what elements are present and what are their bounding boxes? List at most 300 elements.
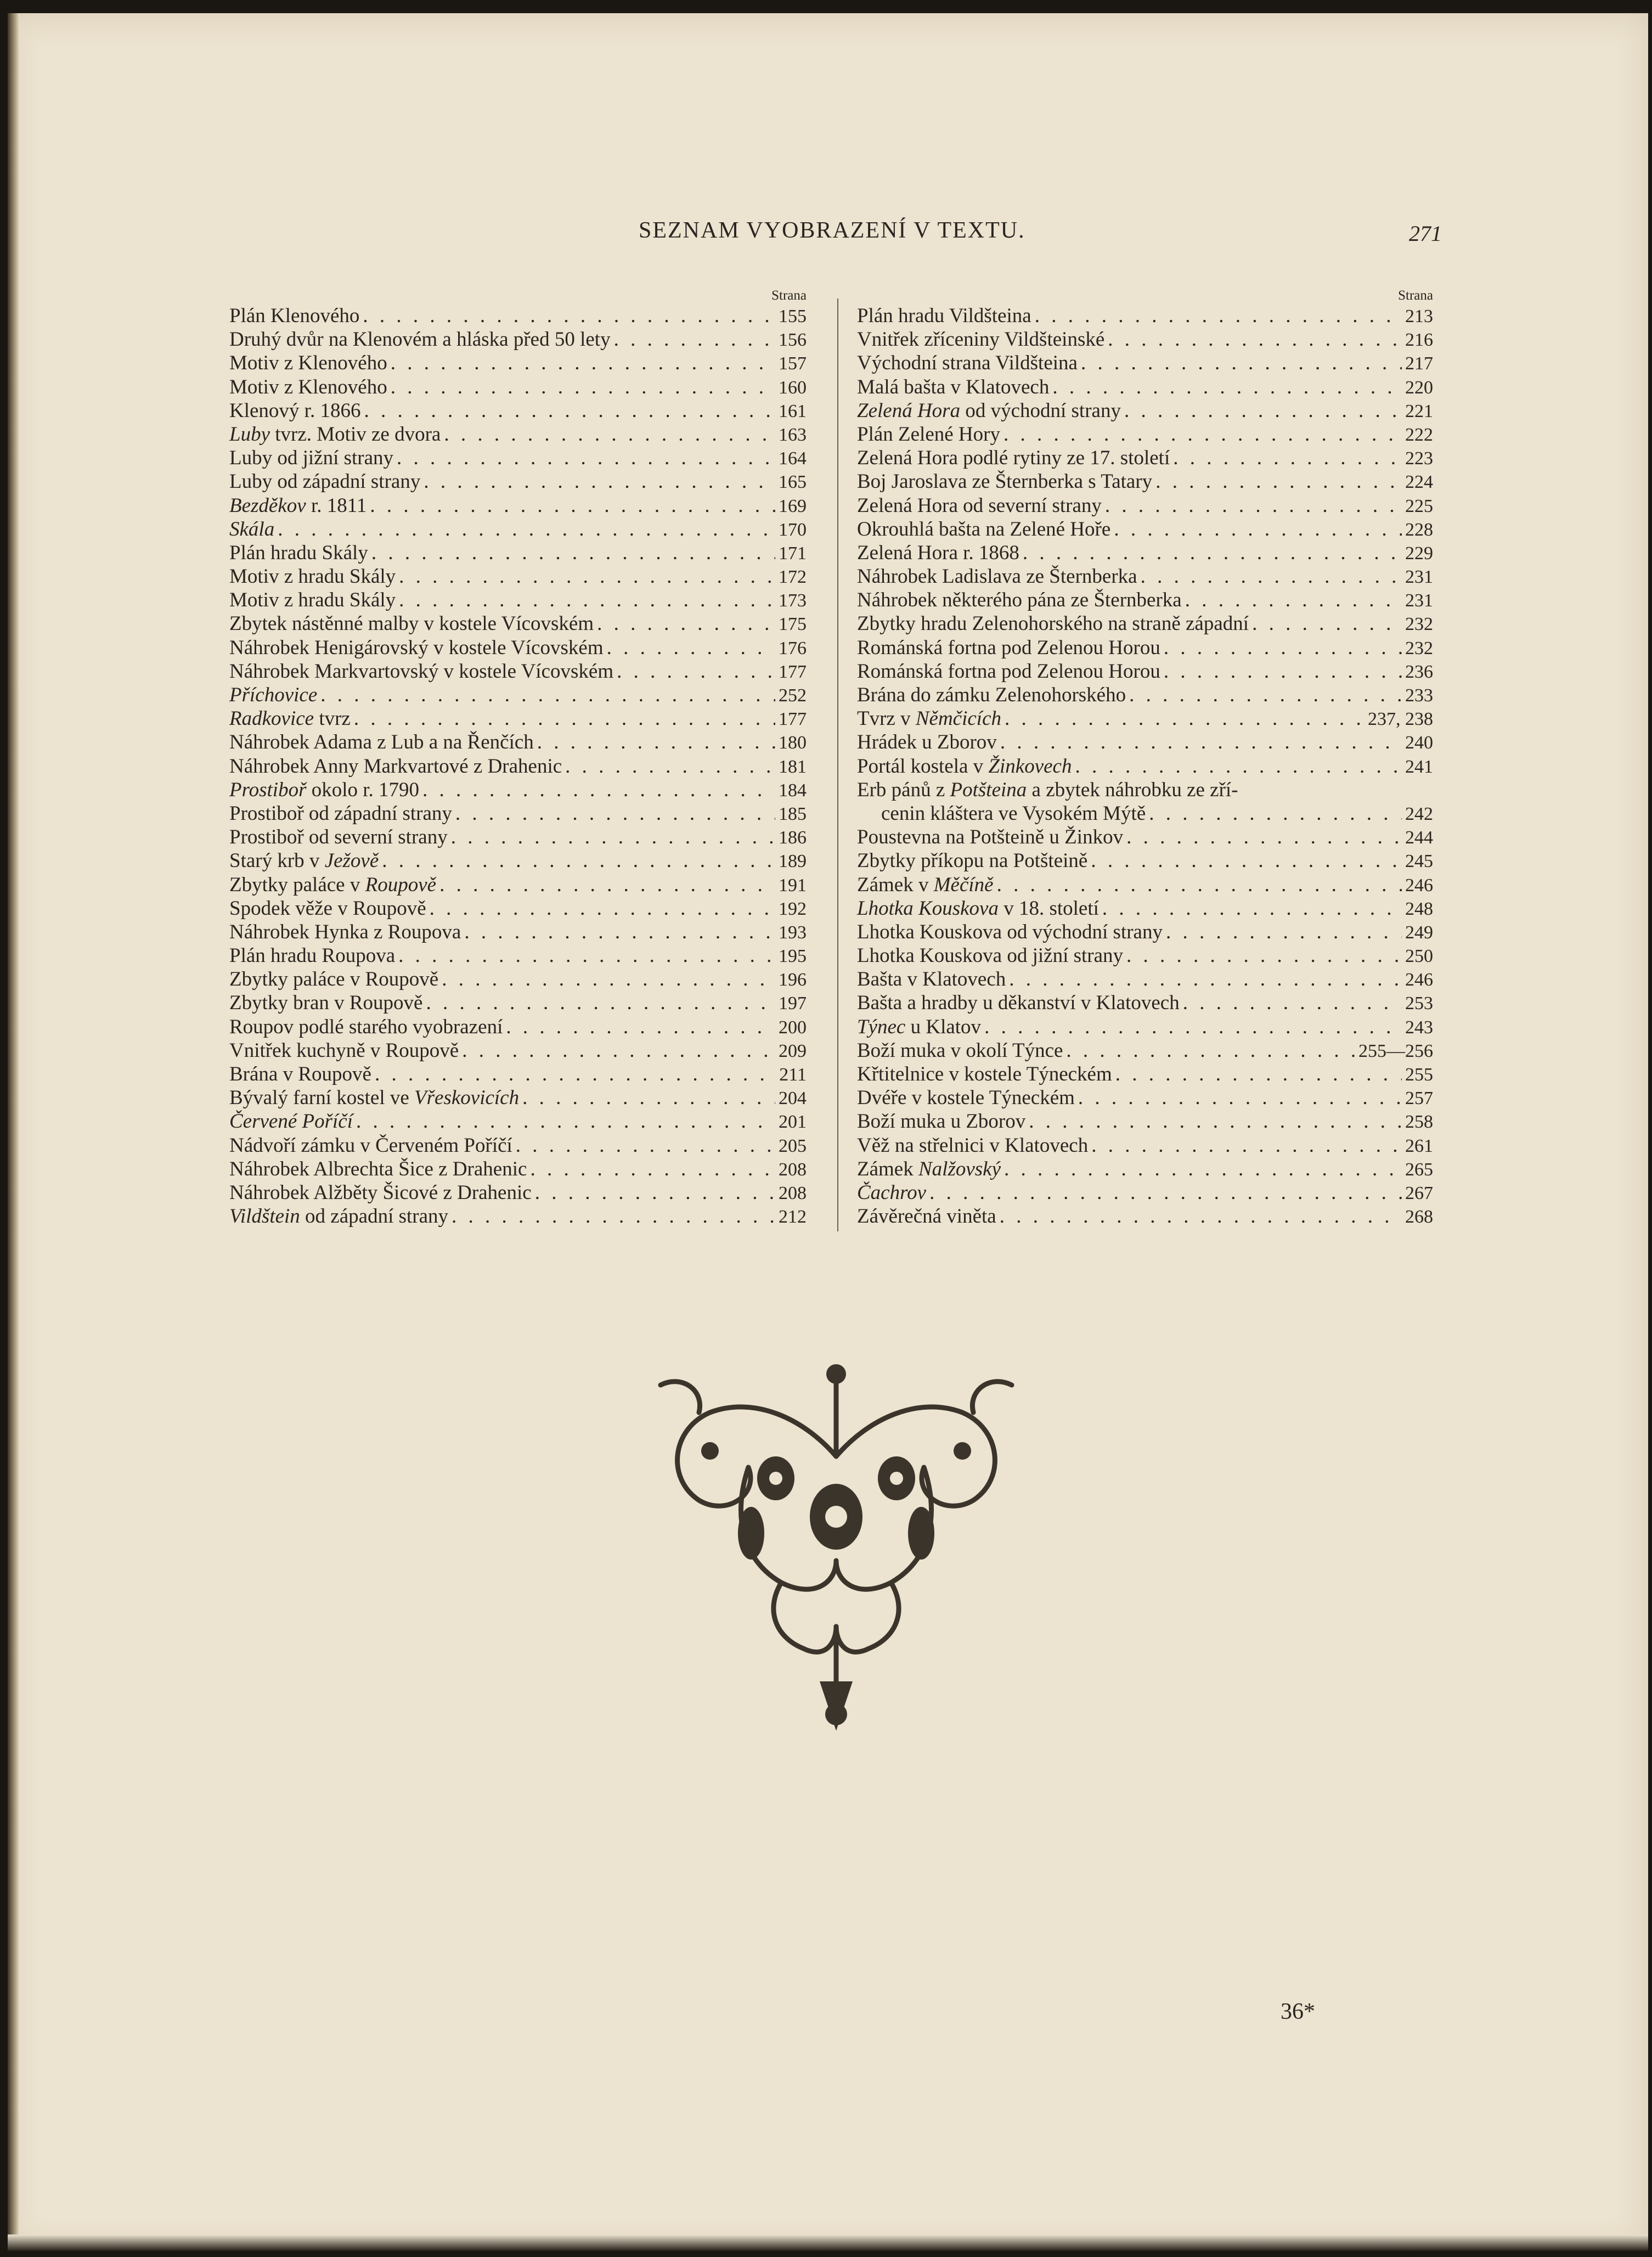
left-index-entry [229,375,807,399]
entry-page-number: 250 [1405,946,1433,967]
entry-title [857,897,1099,920]
right-index-entry [857,920,1433,944]
entry-title [229,849,379,873]
entry-page-number: 261 [1405,1135,1433,1156]
entry-title [229,565,396,588]
entry-place-name: Němčicích [915,707,1002,730]
left-index-entry [229,1205,807,1228]
entry-title [229,730,534,754]
left-index-entry [229,1039,807,1062]
entry-text: Bývalý farní kostel ve [229,1087,415,1110]
dot-leader [597,612,775,635]
entry-title [229,636,604,660]
entry-title [229,1181,532,1205]
entry-title [229,1134,512,1157]
entry-text: Plán Zelené Hory [857,423,1000,446]
entry-page-number: 253 [1405,993,1433,1014]
left-index-entry [229,351,807,375]
entry-text: Vnitřek zříceniny Vildšteinské [857,328,1105,351]
dot-leader [397,446,775,470]
dot-leader [399,565,775,588]
page-title: SEZNAM VYOBRAZENÍ V TEXTU. [639,218,1025,243]
entry-page-number: 245 [1405,851,1433,872]
left-index-entry [229,1157,807,1181]
entry-page-number: 195 [779,946,807,967]
entry-title [229,1110,353,1133]
entry-page-number: 205 [779,1135,807,1156]
dot-leader [1009,967,1402,991]
right-index-entry [857,1086,1433,1110]
entry-text: Zbytek nástěnné malby v kostele Vícovském [229,612,594,635]
entry-text: Starý krb v [229,849,325,873]
dot-leader [364,399,775,423]
dot-leader [1052,375,1402,399]
dot-leader [614,328,775,351]
entry-title [857,1205,996,1228]
entry-text: Náhrobek Albrechta Šice z Drahenic [229,1157,527,1180]
entry-place-name: Červené Poříčí [229,1110,353,1133]
right-index-entry [857,494,1433,517]
entry-page-number: 237, 238 [1368,709,1433,730]
right-index-entry [857,802,1433,825]
entry-text: Roupov podlé starého vyobrazení [229,1015,503,1038]
entry-title [229,991,422,1015]
entry-title [229,1086,519,1110]
entry-text: Náhrobek Ladislava ze Šternberka [857,565,1137,588]
entry-text: Náhrobek některého pána ze Šternberka [857,589,1182,612]
entry-text: Brána do zámku Zelenohorského [857,684,1126,706]
right-index-entry [857,660,1433,683]
right-column-heading: Strana [1398,288,1433,303]
entry-title [229,304,359,328]
entry-text: Erb pánů z [857,778,950,801]
entry-title [229,328,611,351]
entry-title [857,660,1160,683]
entry-text: od západní strany [300,1205,449,1228]
entry-page-number: 241 [1405,756,1433,777]
entry-page-number: 267 [1405,1183,1433,1203]
entry-title [857,588,1182,612]
left-index-entry [229,707,807,730]
entry-page-number: 172 [779,567,807,588]
entry-text: Zbytky příkopu na Potšteině [857,849,1088,873]
left-index-entry [229,446,807,470]
dot-leader [399,588,775,612]
right-index-entry [857,1205,1433,1228]
entry-text: Boj Jaroslava ze Šternberka s Tatary [857,470,1153,493]
dot-leader [391,375,775,399]
dot-leader [530,1157,775,1181]
decorative-vignette-ornament [639,1352,1034,1731]
entry-place-name: Radkovice [229,707,314,730]
entry-page-number: 209 [779,1040,807,1061]
entry-page-number: 170 [779,519,807,540]
left-index-entry [229,1015,807,1039]
entry-page-number: 240 [1405,733,1433,753]
dot-leader [1183,991,1402,1015]
entry-page-number: 252 [779,685,807,706]
entry-text: Náhrobek Hynka z Roupova [229,920,461,943]
entry-text: Luby od jižní strany [229,447,394,470]
entry-title [229,423,441,446]
left-index-entry [229,612,807,635]
entry-title [229,944,395,967]
entry-title [229,375,387,399]
dot-leader [1185,588,1402,612]
entry-title [229,612,594,635]
entry-place-name: Nalžovský [918,1157,1001,1180]
entry-page-number: 181 [779,756,807,777]
entry-title [857,636,1160,660]
entry-title [229,683,317,707]
entry-page-number: 156 [779,330,807,351]
entry-place-name: Měčíně [933,873,994,896]
right-index-entry [857,423,1433,446]
right-index-entry [857,1110,1433,1133]
entry-title [857,730,997,754]
right-index-entry [857,730,1433,754]
entry-title [229,470,420,493]
entry-text: Zbytky hradu Zelenohorského na straně západní [857,612,1249,635]
entry-title [857,802,1146,825]
entry-text: Luby od západní strany [229,470,421,493]
entry-title [857,778,1238,802]
dot-leader [1164,660,1402,683]
entry-page-number: 155 [779,306,807,327]
entry-page-number: 200 [779,1017,807,1038]
dot-leader [426,991,775,1015]
left-index-entry [229,588,807,612]
entry-title [229,399,360,423]
entry-text: Plán hradu Roupova [229,944,396,967]
dot-leader [452,1205,775,1228]
entry-title [229,1039,459,1062]
right-index-entry [857,825,1433,849]
right-index-entry [857,351,1433,375]
left-index-entry [229,1181,807,1205]
left-index-entry [229,660,807,683]
left-index-entry [229,1134,807,1157]
entry-title [857,375,1049,399]
dot-leader [1252,612,1402,635]
entry-text: Křtitelnice v kostele Týneckém [857,1063,1112,1085]
entry-title [229,967,438,991]
entry-page-number: 169 [779,496,807,516]
entry-place-name: Potšteina [950,778,1027,801]
entry-text: Plán Klenového [229,305,360,327]
entry-page-number: 217 [1405,353,1433,374]
right-index-entry [857,991,1433,1015]
right-index-entry [857,778,1433,802]
entry-title [857,351,1078,375]
dot-leader [356,1110,775,1133]
entry-text: Románská fortna pod Zelenou Horou [857,660,1160,683]
entry-place-name: Lhotka Kouskova [857,897,999,920]
entry-text: Bašta a hradby u děkanství v Klatovech [857,992,1180,1015]
entry-text: Nádvoří zámku v Červeném Poříčí [229,1134,512,1157]
right-index-entry [857,1062,1433,1086]
entry-page-number: 255—256 [1358,1040,1433,1061]
entry-page-number: 208 [779,1183,807,1203]
entry-text: Motiv z Klenového [229,375,387,398]
entry-title [857,541,1019,565]
entry-page-number: 161 [779,401,807,421]
entry-place-name: Ježově [324,849,379,873]
entry-title [857,1110,1025,1133]
right-index-entry [857,375,1433,399]
dot-leader [375,1062,776,1086]
entry-title [857,446,1170,470]
right-index-entry [857,755,1433,778]
right-index-entry [857,517,1433,541]
dot-leader [451,825,775,849]
entry-text: Zbytky paláce v [229,873,365,896]
entry-page-number: 180 [779,733,807,753]
entry-title [857,1086,1075,1110]
entry-place-name: Bezděkov [229,494,306,517]
dot-leader [1164,636,1402,660]
dot-leader [516,1134,775,1157]
entry-page-number: 186 [779,828,807,848]
right-index-entry [857,967,1433,991]
entry-text: Plán hradu Vildšteina [857,305,1031,327]
entry-text: Zelená Hora podlé rytiny ze 17. století [857,447,1170,470]
dot-leader [439,873,775,897]
dot-leader [354,707,775,730]
dot-leader [444,423,775,446]
entry-place-name: Skála [229,517,275,541]
entry-place-name: Vřeskovicích [414,1087,520,1110]
entry-page-number: 220 [1405,377,1433,398]
entry-page-number: 242 [1405,803,1433,824]
left-index-entry [229,991,807,1015]
entry-page-number: 232 [1405,614,1433,635]
entry-text: Závěrečná viněta [857,1205,996,1228]
left-index-entry [229,825,807,849]
entry-title [857,1015,981,1039]
entry-text: Malá bašta v Klatovech [857,375,1050,398]
dot-leader [1005,707,1365,730]
entry-page-number: 192 [779,898,807,919]
entry-text: Zbytky paláce v Roupově [229,968,439,991]
entry-text: r. 1811 [306,494,367,517]
right-index-entry [857,446,1433,470]
left-index-entry [229,778,807,802]
dot-leader [537,730,775,754]
entry-text: Lhotka Kouskova od jižní strany [857,944,1124,967]
entry-title [857,304,1031,328]
entry-title [857,944,1123,967]
entry-page-number: 175 [779,614,807,635]
entry-page-number: 258 [1405,1112,1433,1133]
left-index-entry [229,1062,807,1086]
entry-page-number: 268 [1405,1207,1433,1228]
entry-page-number: 233 [1405,685,1433,706]
entry-text: Zámek [857,1157,918,1180]
dot-leader [617,660,775,683]
dot-leader [1108,328,1402,351]
entry-text: v 18. století [998,897,1099,920]
left-index-entry [229,730,807,754]
entry-title [229,920,461,944]
entry-text: Zámek v [857,873,934,896]
entry-place-name: Vildštein [229,1205,300,1228]
dot-leader [1129,683,1402,707]
entry-title [857,967,1006,991]
dot-leader [1141,565,1402,588]
entry-title [229,588,396,612]
left-index-entry [229,1086,807,1110]
right-index-entry [857,944,1433,967]
entry-page-number: 232 [1405,638,1433,658]
left-index-entry [229,920,807,944]
entry-page-number: 185 [779,803,807,824]
entry-page-number: 191 [779,875,807,896]
entry-title [857,873,994,897]
entry-page-number: 231 [1405,567,1433,588]
right-index-entry [857,470,1433,493]
entry-title [229,755,562,778]
entry-text: Plán hradu Skály [229,541,368,564]
entry-place-name: Týnec [857,1015,906,1038]
entry-title [857,755,1072,778]
left-index-entry [229,873,807,897]
entry-page-number: 163 [779,424,807,445]
dot-leader [371,541,775,565]
dot-leader [363,304,775,328]
left-column-heading: Strana [771,288,807,303]
entry-text: Románská fortna pod Zelenou Horou [857,636,1160,659]
dot-leader [370,494,775,517]
left-index-entry [229,517,807,541]
entry-text: Náhrobek Alžběty Šicové z Drahenic [229,1181,532,1204]
dot-leader [1029,1110,1402,1133]
entry-place-name: Zelená Hora [857,399,961,422]
entry-page-number: 236 [1405,661,1433,682]
entry-title [857,1157,1001,1181]
right-index-entry [857,588,1433,612]
entry-page-number: 193 [779,922,807,943]
entry-page-number: 204 [779,1088,807,1109]
entry-title [229,351,387,375]
dot-leader [430,897,775,920]
entry-page-number: 164 [779,448,807,469]
entry-text: Náhrobek Markvartovský v kostele Vícovském [229,660,614,683]
entry-title [229,897,426,920]
entry-text: Vnitřek kuchyně v Roupově [229,1039,459,1062]
dot-leader [1126,944,1402,967]
dot-leader [997,873,1402,897]
right-index-entry [857,873,1433,897]
entry-page-number: 197 [779,993,807,1014]
dot-leader [522,1086,775,1110]
entry-text: Motiv z hradu Skály [229,565,396,588]
dot-leader [1004,1157,1402,1181]
right-entry-list [857,304,1433,1228]
entry-page-number: 177 [779,709,807,730]
entry-text: Zelená Hora od severní strany [857,494,1102,517]
entry-title [229,446,393,470]
dot-leader [1105,494,1402,517]
dot-leader [278,517,775,541]
entry-title [229,1062,371,1086]
entry-place-name: Prostiboř [229,778,307,801]
entry-page-number: 265 [1405,1159,1433,1180]
entry-text: Prostiboř od západní strany [229,802,452,825]
entry-title [229,1015,503,1039]
left-entry-list [229,304,807,1228]
dot-leader [320,683,775,707]
dot-leader [398,944,775,967]
right-index-entry [857,707,1433,730]
right-index-entry [857,304,1433,328]
dot-leader [1115,1062,1402,1086]
left-index-entry [229,1110,807,1133]
entry-text: Boží muka u Zborov [857,1110,1026,1133]
entry-title [857,1134,1088,1157]
entry-page-number: 228 [1405,519,1433,540]
entry-page-number: 211 [779,1065,807,1085]
dot-leader [1155,470,1402,493]
right-index-entry [857,636,1433,660]
right-index-entry [857,1134,1433,1157]
entry-page-number: 246 [1405,875,1433,896]
entry-page-number: 176 [779,638,807,658]
entry-page-number: 160 [779,377,807,398]
entry-text: Náhrobek Anny Markvartové z Drahenic [229,755,562,778]
entry-page-number: 173 [779,590,807,611]
dot-leader [1035,304,1402,328]
entry-text: Klenový r. 1866 [229,399,361,422]
dot-leader [462,1039,775,1062]
dot-leader [442,967,775,991]
dot-leader [1081,351,1402,375]
page-bottom-edge [8,2235,1648,2251]
entry-title [229,494,367,517]
entry-page-number: 243 [1405,1017,1433,1038]
entry-title [857,920,1163,944]
dot-leader [535,1181,775,1205]
entry-title [857,399,1121,423]
entry-page-number: 223 [1405,448,1433,469]
right-index-entry [857,399,1433,423]
left-index-entry [229,944,807,967]
dot-leader [455,802,775,825]
entry-title [857,707,1001,730]
column-divider [837,299,838,1231]
entry-text: Věž na střelnici v Klatovech [857,1134,1089,1157]
left-index-entry [229,541,807,565]
left-index-entry [229,423,807,446]
dot-leader [1124,399,1402,423]
right-index-entry [857,612,1433,635]
entry-page-number: 184 [779,780,807,801]
entry-page-number: 231 [1405,590,1433,611]
entry-text: Dvéře v kostele Týneckém [857,1087,1075,1110]
entry-page-number: 244 [1405,828,1433,848]
dot-leader [929,1181,1402,1205]
right-index-entry [857,1015,1433,1039]
right-index-entry [857,897,1433,920]
right-index-entry [857,328,1433,351]
entry-page-number: 212 [779,1207,807,1228]
entry-title [857,1181,926,1205]
entry-page-number: 177 [779,661,807,682]
right-index-entry [857,683,1433,707]
dot-leader [1126,825,1402,849]
entry-place-name: Příchovice [229,684,318,706]
dot-leader [506,1015,775,1039]
